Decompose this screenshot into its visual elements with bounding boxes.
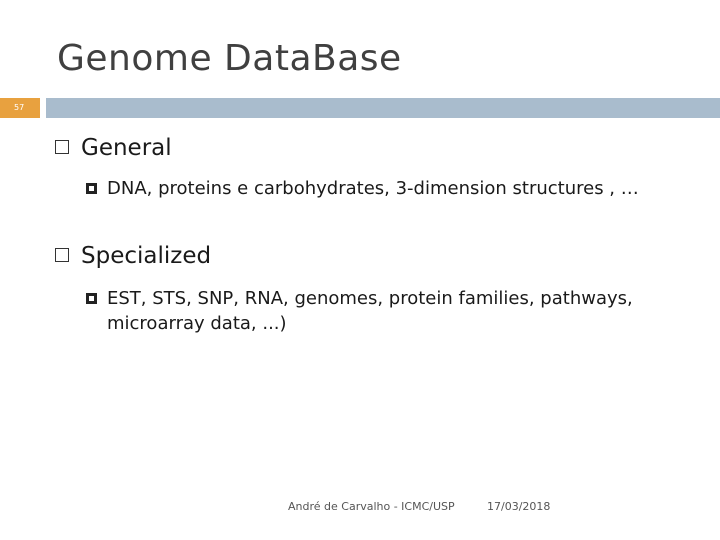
slide-title: Genome DataBase [57,38,402,79]
bullet-label: General [81,135,172,161]
checkbox-bullet-icon [55,140,69,154]
sub-bullet [86,286,696,336]
square-bullet-icon [86,293,97,304]
checkbox-bullet-icon [55,248,69,262]
footer-date: 17/03/2018 [487,500,551,513]
sub-bullet [86,176,696,201]
sub-bullet-text: DNA, proteins e carbohydrates, 3-dimension structures , … [107,178,639,199]
bullet-general [55,135,172,161]
slide-number: 57 [0,98,40,118]
bullet-specialized [55,243,211,269]
sub-bullet-text: EST, STS, SNP, RNA, genomes, protein families, pathways, microarray data, ...) [107,288,633,334]
footer-author: André de Carvalho - ICMC/USP [288,500,455,513]
header-bar [46,98,720,118]
bullet-label: Specialized [81,243,212,269]
square-bullet-icon [86,183,97,194]
